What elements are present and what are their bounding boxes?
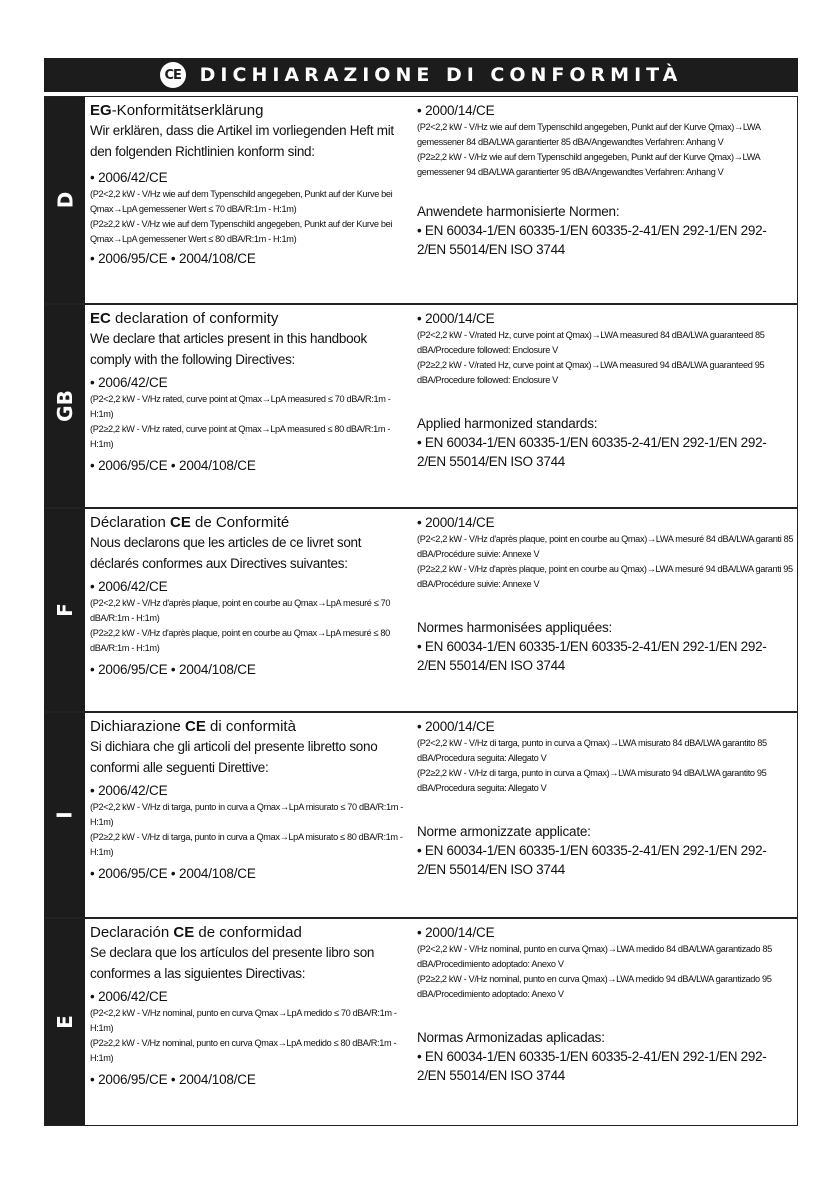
- left-column: [85, 509, 413, 711]
- noise-note-low-power: (P2<2,2 kW - V/Hz di targa, punto in curva a Qmax)→LWA misurato 84 dBA/LWA garantito 85 dBA/Procedura seguita: Allegato V: [417, 738, 767, 763]
- noise-note-low-power: (P2<2,2 kW - V/rated Hz, curve point at Qmax)→LWA measured 84 dBA/LWA guaranteed 85 dBA/Procedure followed: Enclosure V: [417, 330, 765, 355]
- section-e: [44, 918, 798, 1126]
- directive-lvd-emc: • 2006/95/CE • 2004/108/CE: [90, 458, 256, 473]
- page-title: DICHIARAZIONE DI CONFORMITÀ: [199, 64, 683, 86]
- standards-heading: Norme armonizzate applicate:: [417, 824, 591, 839]
- right-column: [413, 919, 799, 1125]
- section-gb: [44, 304, 798, 508]
- standards-heading: Normes harmonisées appliquées:: [417, 620, 613, 635]
- standards-list: • EN 60034-1/EN 60335-1/EN 60335-2-41/EN 292-1/EN 292-2/EN 55014/EN ISO 3744: [417, 435, 767, 469]
- right-column: [413, 305, 799, 507]
- standards-heading: Anwendete harmonisierte Normen:: [417, 204, 620, 219]
- note-high-power: (P2≥2,2 kW - V/Hz wie auf dem Typenschild angegeben, Punkt auf der Kurve bei Qmax→LpA gemessener Wert ≤ 80 dBA/R:1m - H:1m): [90, 219, 393, 244]
- language-code: GB: [52, 390, 77, 422]
- noise-note-low-power: (P2<2,2 kW - V/Hz d'après plaque, point en courbe au Qmax)→LWA mesuré 84 dBA/LWA garanti 85 dBA/Procédure suivie: Annexe V: [417, 534, 794, 559]
- noise-note-high-power: (P2≥2,2 kW - V/rated Hz, curve point at Qmax)→LWA measured 94 dBA/LWA guaranteed 95 dBA/Procedure followed: Enclosure V: [417, 360, 765, 385]
- directive-noise: • 2000/14/CE: [417, 719, 495, 734]
- intro-text: We declare that articles present in this handbook comply with the following Directives:: [90, 331, 367, 367]
- section-content: [85, 919, 799, 1125]
- directive-noise: • 2000/14/CE: [417, 515, 495, 530]
- language-code: F: [52, 603, 77, 617]
- section-content: [85, 305, 799, 507]
- noise-note-high-power: (P2≥2,2 kW - V/Hz d'après plaque, point en courbe au Qmax)→LWA mesuré 94 dBA/LWA garanti 95 dBA/Procédure suivie: Annexe V: [417, 564, 793, 589]
- left-column: [85, 713, 413, 917]
- standards-heading: Applied harmonized standards:: [417, 416, 598, 431]
- directive-lvd-emc: • 2006/95/CE • 2004/108/CE: [90, 1072, 256, 1087]
- note-low-power: (P2<2,2 kW - V/Hz nominal, punto en curva Qmax→LpA medido ≤ 70 dBA/R:1m - H:1m): [90, 1008, 397, 1033]
- note-high-power: (P2≥2,2 kW - V/Hz rated, curve point at Qmax→LpA measured ≤ 80 dBA/R:1m - H:1m): [90, 424, 391, 449]
- right-column: [413, 509, 799, 711]
- section-content: [85, 509, 799, 711]
- standards-list: • EN 60034-1/EN 60335-1/EN 60335-2-41/EN 292-1/EN 292-2/EN 55014/EN ISO 3744: [417, 639, 767, 673]
- noise-note-high-power: (P2≥2,2 kW - V/Hz wie auf dem Typenschild angegeben, Punkt auf der Kurve Qmax)→LWA gemessener 94 dBA/LWA garantierter 95 dBA/Angewandtes Verfahren: Anhang V: [417, 152, 760, 177]
- language-tab: [45, 919, 85, 1125]
- intro-text: Nous declarons que les articles de ce livret sont déclarés conformes aux Directives suivantes:: [90, 535, 362, 571]
- section-title: EC declaration of conformity: [90, 310, 279, 327]
- section-d: [44, 96, 798, 304]
- right-column: [413, 713, 799, 917]
- right-column: [413, 97, 799, 303]
- page-header: [44, 58, 798, 92]
- intro-text: Se declara que los artículos del presente libro son conformes a las siguientes Directivas:: [90, 945, 375, 981]
- ce-mark-icon: CE: [160, 62, 186, 88]
- language-code: E: [52, 1015, 77, 1029]
- left-column: [85, 919, 413, 1125]
- standards-list: • EN 60034-1/EN 60335-1/EN 60335-2-41/EN 292-1/EN 292-2/EN 55014/EN ISO 3744: [417, 223, 767, 257]
- section-title: Dichiarazione CE di conformità: [90, 718, 296, 735]
- language-tab: [45, 713, 85, 917]
- directive-noise: • 2000/14/CE: [417, 311, 495, 326]
- noise-note-low-power: (P2<2,2 kW - V/Hz wie auf dem Typenschild angegeben, Punkt auf der Kurve Qmax)→LWA gemessener 84 dBA/LWA garantierter 85 dBA/Angewandtes Verfahren: Anhang V: [417, 122, 761, 147]
- directive-machinery: • 2006/42/CE: [90, 375, 168, 390]
- directive-machinery: • 2006/42/CE: [90, 579, 168, 594]
- noise-note-high-power: (P2≥2,2 kW - V/Hz nominal, punto en curva Qmax)→LWA medido 94 dBA/LWA garantizado 95 dBA/Procedimiento adoptado: Anexo V: [417, 974, 772, 999]
- standards-list: • EN 60034-1/EN 60335-1/EN 60335-2-41/EN 292-1/EN 292-2/EN 55014/EN ISO 3744: [417, 1049, 767, 1083]
- section-content: [85, 97, 799, 303]
- section-i: [44, 712, 798, 918]
- noise-note-low-power: (P2<2,2 kW - V/Hz nominal, punto en curva Qmax)→LWA medido 84 dBA/LWA garantizado 85 dBA/Procedimiento adoptado: Anexo V: [417, 944, 772, 969]
- note-low-power: (P2<2,2 kW - V/Hz d'après plaque, point en courbe au Qmax→LpA mesuré ≤ 70 dBA/R:1m - H:1m): [90, 598, 391, 623]
- section-f: [44, 508, 798, 712]
- section-title: Déclaration CE de Conformité: [90, 514, 290, 531]
- intro-text: Wir erklären, dass die Artikel im vorliegenden Heft mit den folgenden Richtlinien konform sind:: [90, 123, 394, 159]
- directive-lvd-emc: • 2006/95/CE • 2004/108/CE: [90, 662, 256, 677]
- directive-noise: • 2000/14/CE: [417, 925, 495, 940]
- language-tab: [45, 97, 85, 303]
- note-low-power: (P2<2,2 kW - V/Hz wie auf dem Typenschild angegeben, Punkt auf der Kurve bei Qmax→LpA gemessener Wert ≤ 70 dBA/R:1m - H:1m): [90, 189, 393, 214]
- note-high-power: (P2≥2,2 kW - V/Hz nominal, punto en curva Qmax→LpA medido ≤ 80 dBA/R:1m - H:1m): [90, 1038, 397, 1063]
- intro-text: Si dichiara che gli articoli del presente libretto sono conformi alle seguenti Direttive:: [90, 739, 378, 775]
- section-content: [85, 713, 799, 917]
- directive-lvd-emc: • 2006/95/CE • 2004/108/CE: [90, 866, 256, 881]
- note-low-power: (P2<2,2 kW - V/Hz rated, curve point at Qmax→LpA measured ≤ 70 dBA/R:1m - H:1m): [90, 394, 391, 419]
- note-high-power: (P2≥2,2 kW - V/Hz d'après plaque, point en courbe au Qmax→LpA mesuré ≤ 80 dBA/R:1m - H:1m): [90, 628, 390, 653]
- section-title: EG-Konformitätserklärung: [90, 102, 264, 119]
- noise-note-high-power: (P2≥2,2 kW - V/Hz di targa, punto in curva a Qmax)→LWA misurato 94 dBA/LWA garantito 95 dBA/Procedura seguita: Allegato V: [417, 768, 767, 793]
- section-title: Declaración CE de conformidad: [90, 924, 302, 941]
- directive-noise: • 2000/14/CE: [417, 103, 495, 118]
- left-column: [85, 305, 413, 507]
- directive-lvd-emc: • 2006/95/CE • 2004/108/CE: [90, 251, 256, 266]
- language-code: I: [52, 811, 77, 819]
- directive-machinery: • 2006/42/CE: [90, 783, 168, 798]
- standards-heading: Normas Armonizadas aplicadas:: [417, 1030, 605, 1045]
- language-tab: [45, 509, 85, 711]
- note-low-power: (P2<2,2 kW - V/Hz di targa, punto in curva a Qmax→LpA misurato ≤ 70 dBA/R:1m - H:1m): [90, 802, 403, 827]
- directive-machinery: • 2006/42/CE: [90, 989, 168, 1004]
- standards-list: • EN 60034-1/EN 60335-1/EN 60335-2-41/EN 292-1/EN 292-2/EN 55014/EN ISO 3744: [417, 843, 767, 877]
- directive-machinery: • 2006/42/CE: [90, 170, 168, 185]
- language-tab: [45, 305, 85, 507]
- left-column: [85, 97, 413, 303]
- language-code: D: [52, 191, 77, 209]
- note-high-power: (P2≥2,2 kW - V/Hz di targa, punto in curva a Qmax→LpA misurato ≤ 80 dBA/R:1m - H:1m): [90, 832, 403, 857]
